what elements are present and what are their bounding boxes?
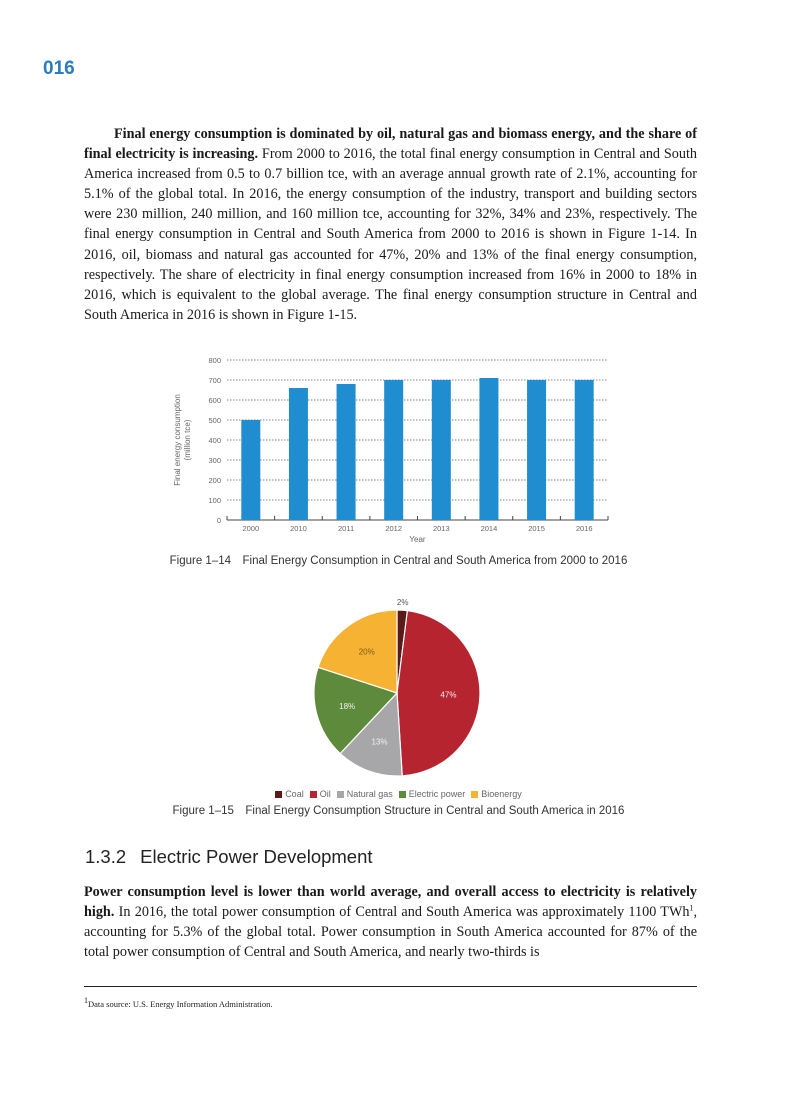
bar-2010: [289, 388, 308, 520]
legend-swatch: [337, 791, 344, 798]
footnote-text: Data source: U.S. Energy Information Administration.: [88, 999, 273, 1009]
legend-item-natural-gas: [337, 789, 393, 799]
section-number: 1.3.2: [85, 846, 127, 867]
paragraph-body: From 2000 to 2016, the total final energy consumption in Central and South America increased from 0.5 to 0.7 billion tce, with an average annual growth rate of 2.1%, accounting for 5.1% of the global total. In 2016, the energy consumption of the industry, transport and building sectors were 230 million, 240 million, and 160 million tce, accounting for 32%, 34% and 23%, respectively. The final energy consumption in Central and South America from 2000 to 2016 is shown in Figure 1-14. In 2016, oil, biomass and natural gas accounted for 47%, 20% and 13% of the final energy consumption, respectively. The share of electricity in final energy consumption increased from 16% in 2000 to 18% in 2016, which is equivalent to the global average. The final energy consumption structure in Central and South America in 2016 is shown in Figure 1-15.: [84, 146, 697, 323]
legend-swatch: [399, 791, 406, 798]
legend-item-oil: [310, 789, 331, 799]
pie-chart-svg: [300, 590, 500, 790]
legend-label: Coal: [285, 789, 304, 799]
legend-label: Oil: [319, 789, 331, 799]
paragraph-lead: Final energy consumption is dominated by oil, natural gas and biomass energy, and the share of final electricity is increasing.: [84, 126, 697, 163]
bar-2016: [575, 380, 594, 520]
legend-item-bioenergy: [471, 789, 522, 799]
x-tick-label: 2015: [528, 524, 545, 533]
pie-label: 2%: [396, 598, 409, 608]
legend-swatch: [275, 791, 282, 798]
legend-label: Electric power: [408, 789, 466, 799]
pie-chart-figure-1-15: [300, 590, 500, 790]
svg-text:(million tce): (million tce): [183, 419, 192, 461]
paragraph-power-consumption: [84, 882, 697, 962]
footnote-ref[interactable]: 1: [689, 903, 694, 913]
pie-label: 13%: [371, 737, 388, 747]
x-tick-label: 2013: [432, 524, 450, 533]
x-tick-label: 2010: [290, 524, 307, 533]
y-tick-label: 700: [208, 376, 221, 385]
footnote: [84, 996, 273, 1009]
section-title: Electric Power Development: [140, 846, 373, 867]
legend-swatch: [310, 791, 317, 798]
legend-swatch: [471, 791, 478, 798]
y-tick-label: 400: [208, 436, 221, 445]
bar-2000: [241, 420, 260, 520]
x-tick-label: 2011: [337, 524, 355, 533]
y-tick-label: 0: [216, 516, 221, 525]
section-heading: [85, 846, 373, 868]
legend-item-coal: [275, 789, 304, 799]
legend-label: Natural gas: [346, 789, 393, 799]
svg-text:Final energy consumption: Final energy consumption: [173, 394, 182, 486]
footnote-marker: 1: [84, 996, 88, 1006]
y-tick-label: 600: [208, 396, 221, 405]
page-number: 016: [43, 58, 75, 79]
y-tick-label: 300: [208, 456, 221, 465]
pie-legend: [0, 789, 797, 799]
bar-chart-svg: [160, 350, 620, 550]
bar-2014: [479, 378, 498, 520]
figure-1-14-caption: Figure 1‒14 Final Energy Consumption in Central and South America from 2000 to 2016: [169, 555, 628, 567]
x-axis-label: Year: [409, 535, 426, 544]
pie-label: 18%: [339, 701, 356, 711]
figure-1-15-caption: Figure 1‒15 Final Energy Consumption Structure in Central and South America in 2016: [172, 805, 625, 817]
y-tick-label: 800: [208, 356, 221, 365]
bar-2015: [527, 380, 546, 520]
x-tick-label: 2012: [385, 524, 403, 533]
paragraph-lead: Power consumption level is lower than world average, and overall access to electricity is relatively high.: [84, 884, 697, 921]
paragraph-final-energy: [84, 124, 697, 325]
bar-2011: [337, 384, 356, 520]
bar-2012: [384, 380, 403, 520]
x-tick-label: 2014: [480, 524, 498, 533]
footnote-divider: [84, 986, 697, 987]
pie-label: 20%: [358, 647, 375, 657]
x-tick-label: 2016: [575, 524, 593, 533]
y-axis-label: [173, 394, 192, 486]
x-tick-label: 2000: [242, 524, 260, 533]
y-tick-label: 200: [208, 476, 221, 485]
bar-2013: [432, 380, 451, 520]
legend-label: Bioenergy: [481, 789, 522, 799]
paragraph-body: In 2016, the total power consumption of Central and South America was approximately 1100 TWh: [114, 904, 690, 921]
bar-chart-figure-1-14: [160, 350, 620, 550]
legend-item-electric-power: [399, 789, 466, 799]
y-tick-label: 100: [208, 496, 221, 505]
y-tick-label: 500: [208, 416, 221, 425]
paragraph-body-cont: , accounting for 5.3% of the global total. Power consumption in South America accounted for 87% of the total power consumption of Central and South America, and nearly two-thirds is: [84, 904, 697, 961]
pie-slice-oil: [397, 611, 480, 776]
pie-label: 47%: [440, 690, 457, 700]
